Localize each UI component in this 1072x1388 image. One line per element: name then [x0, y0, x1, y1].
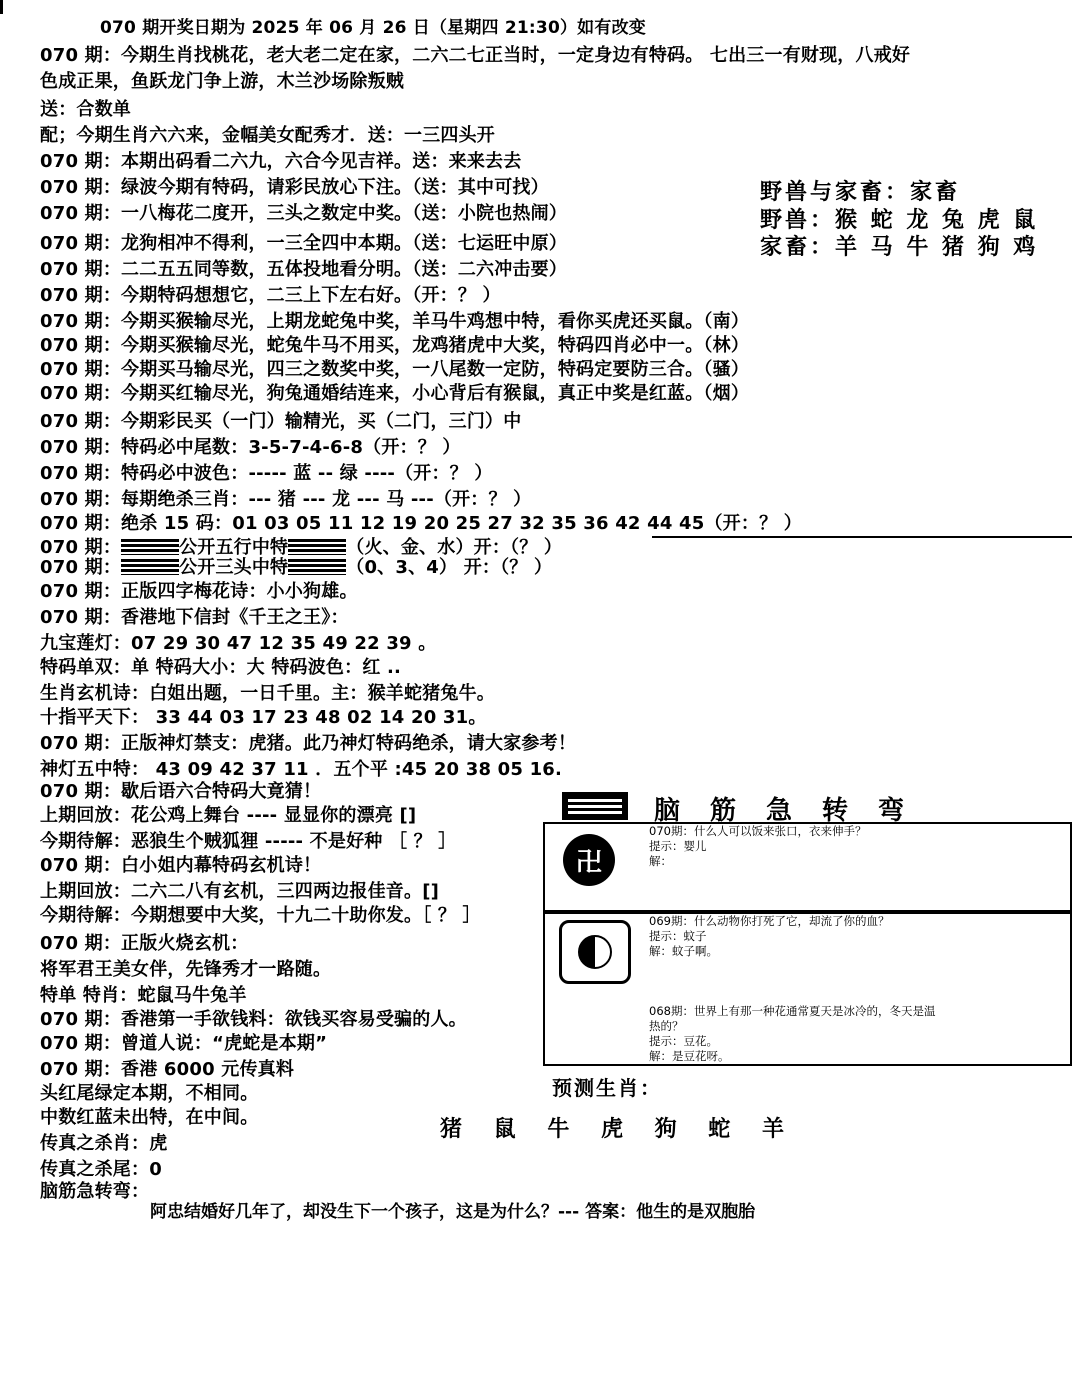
wuxing-mid: 公开五行中特: [179, 537, 289, 558]
text-line: 特码单双：单 特码大小：大 特码波色：红 ..: [40, 657, 402, 678]
text-line: 将军君王美女伴，先锋秀才一路随。: [40, 959, 332, 980]
text-line: 070 期：今期特码想想它，二三上下左右好。（开：？ ）: [40, 285, 501, 306]
bars-icon: [121, 539, 179, 555]
divider-line: [652, 536, 1072, 538]
riddle-answer-line: 阿忠结婚好几年了，却没生下一个孩子，这是为什么？--- 答案：他生的是双胞胎: [150, 1202, 756, 1222]
bars-icon: [121, 559, 179, 575]
text-line: 上期回放：二六二八有玄机，三四两边报佳音。[]: [40, 881, 440, 902]
yin-yang-icon: [578, 935, 612, 969]
text-line: 今期待解：今期想要中大奖，十九二十助你发。［ ？ ］: [40, 905, 481, 926]
text-line: 070 期：今期生肖找桃花，老大老二定在家，二六二七正当时，一定身边有特码。 七出三一有财现，八戒好: [40, 45, 911, 66]
text-line: 070 期：白小姐内幕特码玄机诗！: [40, 855, 322, 876]
text-line: 070 期：绝杀 15 码：01 03 05 11 12 19 20 25 27 32 35 36 42 44 45（开：？ ）: [40, 513, 802, 534]
edge-mark: [0, 0, 3, 14]
text-line: 070 期：二二五五同等数，五体投地看分明。（送：二六冲击要）: [40, 259, 568, 280]
text-line: 070 期：香港 6000 元传真料: [40, 1059, 295, 1080]
text-line: 070 期：本期出码看二六九，六合今见吉祥。送：来来去去: [40, 151, 522, 172]
text-line: 头红尾绿定本期，不相同。: [40, 1083, 259, 1104]
wuxing-prefix: 070 期：: [40, 537, 122, 558]
text-line: 070 期：绿波今期有特码，请彩民放心下注。（送：其中可找）: [40, 177, 549, 198]
text-line: 070 期：香港地下信封《千王之王》：: [40, 607, 349, 628]
text-line: 070 期：今期买猴输尽光，蛇兔牛马不用买，龙鸡猪虎中大奖，特码四肖必中一。（林）: [40, 335, 750, 356]
text-line: 070 期：特码必中尾数：3-5-7-4-6-8（开：？ ）: [40, 437, 461, 458]
text-line: 070 期：正版火烧玄机：: [40, 933, 249, 954]
text-line: 070 期：每期绝杀三肖：--- 猪 --- 龙 --- 马 ---（开：？ ）: [40, 489, 532, 510]
text-line: 070 期：香港第一手欲钱料：欲钱买容易受骗的人。: [40, 1009, 467, 1030]
text-line: 送：合数单: [40, 99, 131, 120]
text-line: 070 期：一八梅花二度开，三头之数定中奖。（送：小院也热闹）: [40, 203, 568, 224]
text-line: 070 期：曾道人说：“虎蛇是本期”: [40, 1033, 328, 1054]
text-line: 070 期：龙狗相冲不得利，一三全四中本期。（送：七运旺中原）: [40, 233, 568, 254]
text-line: 色成正果，鱼跃龙门争上游，木兰沙场除叛贼: [40, 71, 404, 92]
wuxing-tail: （火、金、水）开：（？ ）: [346, 537, 563, 558]
text-line: 配；今期生肖六六来，金幅美女配秀才．送：一三四头开: [40, 125, 495, 146]
santou-tail: （0、3、4） 开：（？ ）: [346, 557, 553, 578]
text-line: 生肖玄机诗：白姐出题，一日千里。主：猴羊蛇猪兔牛。: [40, 683, 495, 704]
text-line: 神灯五中特： 43 09 42 37 11 ．五个平 :45 20 38 05 16.: [40, 759, 563, 780]
text-line: 今期待解：恶狼生个贼狐狸 ----- 不是好种 ［ ？ ］: [40, 831, 457, 852]
text-line: 070 期：今期买猴输尽光，上期龙蛇兔中奖，羊马牛鸡想中特，看你买虎还买鼠。（南）: [40, 311, 750, 332]
text-line: 070 期：正版四字梅花诗：小小狗雄。: [40, 581, 358, 602]
riddle-box-070: [543, 822, 1072, 914]
animals-wild: 野兽：猴 蛇 龙 兔 虎 鼠: [760, 208, 1039, 233]
riddle-068-question-cont: 热的？: [649, 1019, 684, 1033]
text-line: 070 期：歇后语六合特码大竟猜！: [40, 781, 322, 802]
bars-icon: [288, 559, 346, 575]
text-line: 中数红蓝未出特，在中间。: [40, 1107, 259, 1128]
riddle-logo-icon: [562, 792, 628, 820]
riddle-070-question: 070期：什么人可以饭来张口，衣来伸手？: [649, 824, 867, 838]
riddle-070-hint: 提示：婴儿: [649, 839, 707, 853]
riddle-068-question: 068期：世界上有那一种花通常夏天是冰冷的，冬天是温: [649, 1004, 936, 1018]
text-line: 上期回放：花公鸡上舞台 ---- 显显你的漂亮 []: [40, 805, 417, 826]
text-line: 九宝莲灯：07 29 30 47 12 35 49 22 39 。: [40, 633, 437, 654]
riddle-068-hint: 提示：豆花。: [649, 1034, 718, 1048]
santou-line: [40, 556, 552, 580]
draw-date-header: 070 期开奖日期为 2025 年 06 月 26 日（星期四 21:30）如有改变: [100, 18, 646, 38]
text-line: 070 期：今期买红输尽光，狗兔通婚结连来，小心背后有猴鼠，真正中奖是红蓝。（烟）: [40, 383, 750, 404]
text-line: 070 期：今期买马输尽光，四三之数奖中奖，一八尾数一定防，特码定要防三合。（骚）: [40, 359, 750, 380]
animals-domestic: 家畜：羊 马 牛 猪 狗 鸡: [760, 235, 1039, 260]
bagua-emblem-icon: [559, 920, 631, 984]
riddle-068-answer: 解：是豆花呀。: [649, 1049, 730, 1063]
riddle-box-069-068: [543, 910, 1072, 1066]
riddle-069-question: 069期：什么动物你打死了它，却流了你的血？: [649, 914, 890, 928]
text-line: 070 期：正版神灯禁支：虎猪。此乃神灯特码绝杀，请大家参考！: [40, 733, 577, 754]
santou-prefix: 070 期：: [40, 557, 122, 578]
riddle-069-answer: 解：蚊子啊。: [649, 944, 718, 958]
text-line: 十指平天下： 33 44 03 17 23 48 02 14 20 31。: [40, 707, 487, 728]
text-line: 070 期：特码必中波色：----- 蓝 -- 绿 ----（开：？ ）: [40, 463, 493, 484]
riddle-panel-title: [562, 790, 1032, 826]
text-line: 传真之杀尾：0: [40, 1159, 162, 1180]
riddle-069-hint: 提示：蚊子: [649, 929, 707, 943]
riddle-070-answer: 解：: [649, 854, 672, 868]
bars-icon: [288, 539, 346, 555]
prediction-list: 猪 鼠 牛 虎 狗 蛇 羊: [440, 1116, 796, 1142]
animals-title: 野兽与家畜：家畜: [760, 180, 961, 205]
swastika-emblem-icon: 卍: [563, 834, 615, 886]
text-line: 传真之杀肖：虎: [40, 1133, 168, 1154]
text-line: 脑筋急转弯：: [40, 1181, 150, 1202]
text-line: 070 期：今期彩民买（一门）输精光，买（二门，三门）中: [40, 411, 522, 432]
text-line: 特单 特肖：蛇鼠马牛兔羊: [40, 985, 247, 1006]
prediction-title: 预测生肖：: [552, 1076, 662, 1100]
santou-mid: 公开三头中特: [179, 557, 289, 578]
riddle-title-text: 脑筋急转弯: [654, 796, 935, 826]
